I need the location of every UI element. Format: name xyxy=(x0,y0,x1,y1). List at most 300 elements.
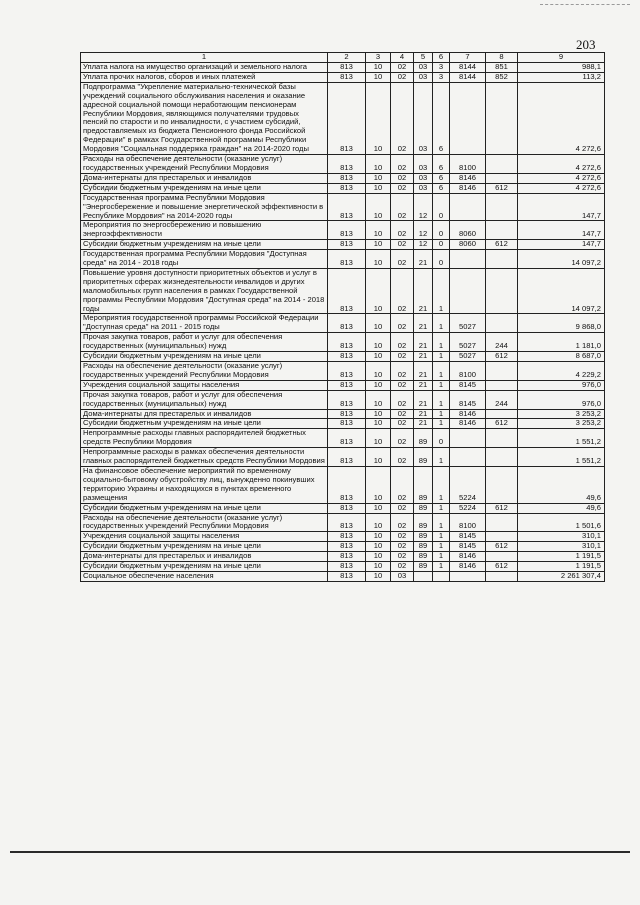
amount-cell: 1 551,2 xyxy=(518,429,605,448)
subsection-code-cell: 02 xyxy=(391,513,414,532)
subsection-code-cell: 02 xyxy=(391,562,414,572)
section-code-cell: 10 xyxy=(366,409,391,419)
table-row xyxy=(81,419,605,429)
table-row xyxy=(81,466,605,503)
program-code-cell: 03 xyxy=(414,173,433,183)
expense-type-cell: 612 xyxy=(486,542,518,552)
section-code-cell: 10 xyxy=(366,552,391,562)
header-cell: 7 xyxy=(450,53,486,63)
ministry-code-cell: 813 xyxy=(328,503,366,513)
header-cell: 9 xyxy=(518,53,605,63)
expense-type-cell: 612 xyxy=(486,240,518,250)
ministry-code-cell: 813 xyxy=(328,72,366,82)
amount-cell: 8 687,0 xyxy=(518,352,605,362)
program-code-cell: 89 xyxy=(414,542,433,552)
subsection-code-cell: 02 xyxy=(391,183,414,193)
subprogram-code-cell: 1 xyxy=(433,362,450,381)
expense-type-cell: 612 xyxy=(486,419,518,429)
amount-cell: 1 501,6 xyxy=(518,513,605,532)
item-name-cell: Прочая закупка товаров, работ и услуг для обеспечения государственных (муниципальных) нужд xyxy=(81,390,328,409)
subprogram-code-cell: 1 xyxy=(433,419,450,429)
subsection-code-cell: 02 xyxy=(391,82,414,154)
subprogram-code-cell: 1 xyxy=(433,333,450,352)
table-row xyxy=(81,183,605,193)
target-article-cell: 8060 xyxy=(450,221,486,240)
subprogram-code-cell: 1 xyxy=(433,390,450,409)
section-code-cell: 10 xyxy=(366,72,391,82)
expense-type-cell: 852 xyxy=(486,72,518,82)
section-code-cell: 10 xyxy=(366,268,391,314)
item-name-cell: Субсидии бюджетным учреждениям на иные цели xyxy=(81,352,328,362)
target-article-cell: 8144 xyxy=(450,72,486,82)
program-code-cell xyxy=(414,571,433,581)
target-article-cell: 8145 xyxy=(450,390,486,409)
target-article-cell: 8146 xyxy=(450,419,486,429)
ministry-code-cell: 813 xyxy=(328,63,366,73)
program-code-cell: 21 xyxy=(414,314,433,333)
item-name-cell: Уплата прочих налогов, сборов и иных платежей xyxy=(81,72,328,82)
subsection-code-cell: 02 xyxy=(391,352,414,362)
amount-cell: 4 272,6 xyxy=(518,173,605,183)
section-code-cell: 10 xyxy=(366,571,391,581)
program-code-cell: 03 xyxy=(414,63,433,73)
header-cell: 5 xyxy=(414,53,433,63)
section-code-cell: 10 xyxy=(366,513,391,532)
section-code-cell: 10 xyxy=(366,429,391,448)
subprogram-code-cell: 1 xyxy=(433,448,450,467)
amount-cell: 976,0 xyxy=(518,390,605,409)
subsection-code-cell: 02 xyxy=(391,448,414,467)
subprogram-code-cell: 6 xyxy=(433,173,450,183)
amount-cell: 1 191,5 xyxy=(518,562,605,572)
target-article-cell: 8146 xyxy=(450,562,486,572)
table-row xyxy=(81,362,605,381)
subsection-code-cell: 02 xyxy=(391,409,414,419)
program-code-cell: 21 xyxy=(414,362,433,381)
subsection-code-cell: 02 xyxy=(391,466,414,503)
table-row xyxy=(81,173,605,183)
table-row xyxy=(81,409,605,419)
expense-type-cell xyxy=(486,571,518,581)
table-row xyxy=(81,513,605,532)
item-name-cell: Субсидии бюджетным учреждениям на иные цели xyxy=(81,240,328,250)
section-code-cell: 10 xyxy=(366,448,391,467)
amount-cell: 49,6 xyxy=(518,503,605,513)
amount-cell: 4 229,2 xyxy=(518,362,605,381)
subprogram-code-cell: 1 xyxy=(433,409,450,419)
section-code-cell: 10 xyxy=(366,466,391,503)
ministry-code-cell: 813 xyxy=(328,466,366,503)
subsection-code-cell: 02 xyxy=(391,380,414,390)
amount-cell: 147,7 xyxy=(518,221,605,240)
subprogram-code-cell: 3 xyxy=(433,63,450,73)
ministry-code-cell: 813 xyxy=(328,542,366,552)
amount-cell: 147,7 xyxy=(518,193,605,221)
program-code-cell: 21 xyxy=(414,250,433,269)
subsection-code-cell: 02 xyxy=(391,333,414,352)
program-code-cell: 89 xyxy=(414,448,433,467)
target-article-cell: 8100 xyxy=(450,513,486,532)
header-cell: 2 xyxy=(328,53,366,63)
table-row xyxy=(81,63,605,73)
target-article-cell: 8146 xyxy=(450,173,486,183)
program-code-cell: 89 xyxy=(414,513,433,532)
section-code-cell: 10 xyxy=(366,155,391,174)
amount-cell: 113,2 xyxy=(518,72,605,82)
program-code-cell: 89 xyxy=(414,532,433,542)
ministry-code-cell: 813 xyxy=(328,82,366,154)
table-row xyxy=(81,448,605,467)
program-code-cell: 89 xyxy=(414,552,433,562)
table-row xyxy=(81,552,605,562)
program-code-cell: 21 xyxy=(414,390,433,409)
table-row xyxy=(81,571,605,581)
expense-type-cell: 612 xyxy=(486,562,518,572)
table-row xyxy=(81,221,605,240)
subprogram-code-cell: 1 xyxy=(433,513,450,532)
subprogram-code-cell: 1 xyxy=(433,532,450,542)
target-article-cell: 8146 xyxy=(450,183,486,193)
table-row xyxy=(81,542,605,552)
subsection-code-cell: 02 xyxy=(391,362,414,381)
subprogram-code-cell: 1 xyxy=(433,503,450,513)
subprogram-code-cell: 1 xyxy=(433,268,450,314)
table-header-row xyxy=(81,53,605,63)
target-article-cell: 8146 xyxy=(450,552,486,562)
program-code-cell: 12 xyxy=(414,240,433,250)
expense-type-cell xyxy=(486,513,518,532)
amount-cell: 49,6 xyxy=(518,466,605,503)
expense-type-cell xyxy=(486,380,518,390)
subprogram-code-cell: 0 xyxy=(433,240,450,250)
ministry-code-cell: 813 xyxy=(328,513,366,532)
amount-cell: 147,7 xyxy=(518,240,605,250)
table-row xyxy=(81,314,605,333)
table-row xyxy=(81,250,605,269)
table-row xyxy=(81,532,605,542)
item-name-cell: Подпрограмма "Укрепление материально-технической базы учреждений социального обслуживания населения и оказание адресной социальной помощи неработающим пенсионерам Республики Мордовия, являющимся получателями трудовых пенсий по старости и по инвалидности, с участием субсидий, предоставляемых из бюджета Пенсионного фонда Российской Федерации" в рамках Государственной программы Республики Мордовия "Социальная поддержка граждан" на 2014-2020 годы xyxy=(81,82,328,154)
section-code-cell: 10 xyxy=(366,314,391,333)
amount-cell: 4 272,6 xyxy=(518,82,605,154)
target-article-cell: 8145 xyxy=(450,380,486,390)
amount-cell: 310,1 xyxy=(518,542,605,552)
program-code-cell: 21 xyxy=(414,333,433,352)
target-article-cell: 5027 xyxy=(450,333,486,352)
table-row xyxy=(81,562,605,572)
section-code-cell: 10 xyxy=(366,542,391,552)
amount-cell: 4 272,6 xyxy=(518,183,605,193)
subsection-code-cell: 02 xyxy=(391,155,414,174)
table-row xyxy=(81,333,605,352)
expense-type-cell xyxy=(486,448,518,467)
ministry-code-cell: 813 xyxy=(328,352,366,362)
ministry-code-cell: 813 xyxy=(328,268,366,314)
amount-cell: 14 097,2 xyxy=(518,250,605,269)
item-name-cell: Субсидии бюджетным учреждениям на иные цели xyxy=(81,542,328,552)
item-name-cell: Учреждения социальной защиты населения xyxy=(81,380,328,390)
program-code-cell: 03 xyxy=(414,183,433,193)
target-article-cell xyxy=(450,571,486,581)
header-cell: 4 xyxy=(391,53,414,63)
amount-cell: 1 551,2 xyxy=(518,448,605,467)
subprogram-code-cell xyxy=(433,571,450,581)
subsection-code-cell: 02 xyxy=(391,552,414,562)
header-cell: 3 xyxy=(366,53,391,63)
ministry-code-cell: 813 xyxy=(328,155,366,174)
target-article-cell xyxy=(450,193,486,221)
subsection-code-cell: 02 xyxy=(391,503,414,513)
section-code-cell: 10 xyxy=(366,352,391,362)
ministry-code-cell: 813 xyxy=(328,221,366,240)
subprogram-code-cell: 1 xyxy=(433,542,450,552)
subprogram-code-cell: 1 xyxy=(433,466,450,503)
subsection-code-cell: 02 xyxy=(391,390,414,409)
amount-cell: 3 253,2 xyxy=(518,419,605,429)
section-code-cell: 10 xyxy=(366,250,391,269)
ministry-code-cell: 813 xyxy=(328,240,366,250)
scan-artifact-line xyxy=(540,4,630,6)
item-name-cell: Повышение уровня доступности приоритетных объектов и услуг в приоритетных сферах жизнедеятельности инвалидов и других маломобильных групп населения в рамках Государственной программы Республики Мордовия "Доступная среда" на 2014 - 2018 годы xyxy=(81,268,328,314)
ministry-code-cell: 813 xyxy=(328,193,366,221)
section-code-cell: 10 xyxy=(366,221,391,240)
subprogram-code-cell: 1 xyxy=(433,314,450,333)
header-cell: 8 xyxy=(486,53,518,63)
subsection-code-cell: 02 xyxy=(391,72,414,82)
subprogram-code-cell: 1 xyxy=(433,562,450,572)
program-code-cell: 21 xyxy=(414,419,433,429)
table-row xyxy=(81,352,605,362)
amount-cell: 4 272,6 xyxy=(518,155,605,174)
item-name-cell: Субсидии бюджетным учреждениям на иные цели xyxy=(81,562,328,572)
program-code-cell: 89 xyxy=(414,466,433,503)
target-article-cell: 5027 xyxy=(450,314,486,333)
ministry-code-cell: 813 xyxy=(328,173,366,183)
table-row xyxy=(81,268,605,314)
target-article-cell: 8145 xyxy=(450,542,486,552)
table-row xyxy=(81,72,605,82)
subsection-code-cell: 02 xyxy=(391,193,414,221)
section-code-cell: 10 xyxy=(366,82,391,154)
budget-table xyxy=(80,52,605,582)
ministry-code-cell: 813 xyxy=(328,380,366,390)
section-code-cell: 10 xyxy=(366,562,391,572)
expense-type-cell xyxy=(486,173,518,183)
program-code-cell: 21 xyxy=(414,352,433,362)
target-article-cell: 5224 xyxy=(450,503,486,513)
amount-cell: 976,0 xyxy=(518,380,605,390)
item-name-cell: Мероприятия по энергосбережению и повышению энергоэффективности xyxy=(81,221,328,240)
subsection-code-cell: 02 xyxy=(391,221,414,240)
item-name-cell: Учреждения социальной защиты населения xyxy=(81,532,328,542)
item-name-cell: Государственная программа Республики Мордовия "Энергосбережение и повышение энергетической эффективности в Республике Мордовия" на 2014-2020 годы xyxy=(81,193,328,221)
subprogram-code-cell: 0 xyxy=(433,429,450,448)
subsection-code-cell: 02 xyxy=(391,63,414,73)
subsection-code-cell: 03 xyxy=(391,571,414,581)
amount-cell: 310,1 xyxy=(518,532,605,542)
expense-type-cell: 612 xyxy=(486,352,518,362)
ministry-code-cell: 813 xyxy=(328,250,366,269)
item-name-cell: Расходы на обеспечение деятельности (оказание услуг) государственных учреждений Республики Мордовия xyxy=(81,513,328,532)
subsection-code-cell: 02 xyxy=(391,314,414,333)
subprogram-code-cell: 0 xyxy=(433,193,450,221)
ministry-code-cell: 813 xyxy=(328,183,366,193)
table-row xyxy=(81,240,605,250)
subprogram-code-cell: 1 xyxy=(433,552,450,562)
item-name-cell: Дома-интернаты для престарелых и инвалидов xyxy=(81,552,328,562)
item-name-cell: Непрограммные расходы в рамках обеспечения деятельности главных распорядителей бюджетных средств Республики Мордовия xyxy=(81,448,328,467)
item-name-cell: Прочая закупка товаров, работ и услуг для обеспечения государственных (муниципальных) нужд xyxy=(81,333,328,352)
ministry-code-cell: 813 xyxy=(328,333,366,352)
target-article-cell xyxy=(450,82,486,154)
program-code-cell: 03 xyxy=(414,82,433,154)
table-row xyxy=(81,193,605,221)
program-code-cell: 21 xyxy=(414,380,433,390)
target-article-cell xyxy=(450,448,486,467)
target-article-cell xyxy=(450,268,486,314)
program-code-cell: 21 xyxy=(414,268,433,314)
program-code-cell: 03 xyxy=(414,155,433,174)
header-cell: 1 xyxy=(81,53,328,63)
target-article-cell: 8144 xyxy=(450,63,486,73)
subprogram-code-cell: 1 xyxy=(433,352,450,362)
target-article-cell: 8145 xyxy=(450,532,486,542)
target-article-cell: 8146 xyxy=(450,409,486,419)
subsection-code-cell: 02 xyxy=(391,419,414,429)
subsection-code-cell: 02 xyxy=(391,542,414,552)
expense-type-cell xyxy=(486,314,518,333)
target-article-cell: 8100 xyxy=(450,362,486,381)
subsection-code-cell: 02 xyxy=(391,240,414,250)
program-code-cell: 12 xyxy=(414,221,433,240)
expense-type-cell xyxy=(486,362,518,381)
ministry-code-cell: 813 xyxy=(328,532,366,542)
expense-type-cell: 612 xyxy=(486,183,518,193)
section-code-cell: 10 xyxy=(366,183,391,193)
item-name-cell: Расходы на обеспечение деятельности (оказание услуг) государственных учреждений Республики Мордовия xyxy=(81,362,328,381)
section-code-cell: 10 xyxy=(366,503,391,513)
item-name-cell: Социальное обеспечение населения xyxy=(81,571,328,581)
subsection-code-cell: 02 xyxy=(391,429,414,448)
ministry-code-cell: 813 xyxy=(328,571,366,581)
amount-cell: 1 181,0 xyxy=(518,333,605,352)
ministry-code-cell: 813 xyxy=(328,448,366,467)
expense-type-cell xyxy=(486,82,518,154)
item-name-cell: Субсидии бюджетным учреждениям на иные цели xyxy=(81,503,328,513)
scan-bottom-rule xyxy=(10,851,630,853)
section-code-cell: 10 xyxy=(366,419,391,429)
amount-cell: 1 191,5 xyxy=(518,552,605,562)
expense-type-cell xyxy=(486,268,518,314)
program-code-cell: 89 xyxy=(414,429,433,448)
item-name-cell: Дома-интернаты для престарелых и инвалидов xyxy=(81,173,328,183)
item-name-cell: Уплата налога на имущество организаций и земельного налога xyxy=(81,63,328,73)
ministry-code-cell: 813 xyxy=(328,552,366,562)
section-code-cell: 10 xyxy=(366,63,391,73)
subprogram-code-cell: 6 xyxy=(433,82,450,154)
program-code-cell: 89 xyxy=(414,562,433,572)
subsection-code-cell: 02 xyxy=(391,532,414,542)
item-name-cell: Субсидии бюджетным учреждениям на иные цели xyxy=(81,183,328,193)
target-article-cell: 8100 xyxy=(450,155,486,174)
expense-type-cell xyxy=(486,532,518,542)
table-row xyxy=(81,155,605,174)
ministry-code-cell: 813 xyxy=(328,562,366,572)
table-row xyxy=(81,82,605,154)
program-code-cell: 89 xyxy=(414,503,433,513)
section-code-cell: 10 xyxy=(366,380,391,390)
section-code-cell: 10 xyxy=(366,173,391,183)
subsection-code-cell: 02 xyxy=(391,268,414,314)
item-name-cell: На финансовое обеспечение мероприятий по временному социально-бытовому обустройству лиц, вынужденно покинувших территорию Украины и находящихся в пунктах временного размещения xyxy=(81,466,328,503)
section-code-cell: 10 xyxy=(366,333,391,352)
target-article-cell xyxy=(450,429,486,448)
expense-type-cell xyxy=(486,250,518,269)
amount-cell: 988,1 xyxy=(518,63,605,73)
target-article-cell xyxy=(450,250,486,269)
ministry-code-cell: 813 xyxy=(328,409,366,419)
subsection-code-cell: 02 xyxy=(391,173,414,183)
amount-cell: 14 097,2 xyxy=(518,268,605,314)
ministry-code-cell: 813 xyxy=(328,419,366,429)
item-name-cell: Дома-интернаты для престарелых и инвалидов xyxy=(81,409,328,419)
expense-type-cell: 244 xyxy=(486,333,518,352)
section-code-cell: 10 xyxy=(366,240,391,250)
table-row xyxy=(81,380,605,390)
expense-type-cell xyxy=(486,155,518,174)
item-name-cell: Непрограммные расходы главных распорядителей бюджетных средств Республики Мордовия xyxy=(81,429,328,448)
program-code-cell: 12 xyxy=(414,193,433,221)
expense-type-cell xyxy=(486,221,518,240)
section-code-cell: 10 xyxy=(366,532,391,542)
section-code-cell: 10 xyxy=(366,390,391,409)
subprogram-code-cell: 1 xyxy=(433,380,450,390)
subprogram-code-cell: 6 xyxy=(433,183,450,193)
expense-type-cell: 244 xyxy=(486,390,518,409)
ministry-code-cell: 813 xyxy=(328,314,366,333)
amount-cell: 2 261 307,4 xyxy=(518,571,605,581)
section-code-cell: 10 xyxy=(366,362,391,381)
program-code-cell: 21 xyxy=(414,409,433,419)
expense-type-cell xyxy=(486,466,518,503)
target-article-cell: 8060 xyxy=(450,240,486,250)
page-number: 203 xyxy=(576,37,596,52)
subprogram-code-cell: 6 xyxy=(433,155,450,174)
item-name-cell: Мероприятия государственной программы Российской Федерации "Доступная среда" на 2011 - 2015 годы xyxy=(81,314,328,333)
amount-cell: 3 253,2 xyxy=(518,409,605,419)
expense-type-cell xyxy=(486,193,518,221)
item-name-cell: Субсидии бюджетным учреждениям на иные цели xyxy=(81,419,328,429)
ministry-code-cell: 813 xyxy=(328,390,366,409)
ministry-code-cell: 813 xyxy=(328,429,366,448)
program-code-cell: 03 xyxy=(414,72,433,82)
table-row xyxy=(81,503,605,513)
amount-cell: 9 868,0 xyxy=(518,314,605,333)
target-article-cell: 5027 xyxy=(450,352,486,362)
target-article-cell: 5224 xyxy=(450,466,486,503)
expense-type-cell xyxy=(486,409,518,419)
subprogram-code-cell: 3 xyxy=(433,72,450,82)
subprogram-code-cell: 0 xyxy=(433,221,450,240)
section-code-cell: 10 xyxy=(366,193,391,221)
expense-type-cell: 851 xyxy=(486,63,518,73)
ministry-code-cell: 813 xyxy=(328,362,366,381)
table-row xyxy=(81,429,605,448)
table-row xyxy=(81,390,605,409)
expense-type-cell xyxy=(486,552,518,562)
subprogram-code-cell: 0 xyxy=(433,250,450,269)
header-cell: 6 xyxy=(433,53,450,63)
item-name-cell: Государственная программа Республики Мордовия "Доступная среда" на 2014 - 2018 годы xyxy=(81,250,328,269)
